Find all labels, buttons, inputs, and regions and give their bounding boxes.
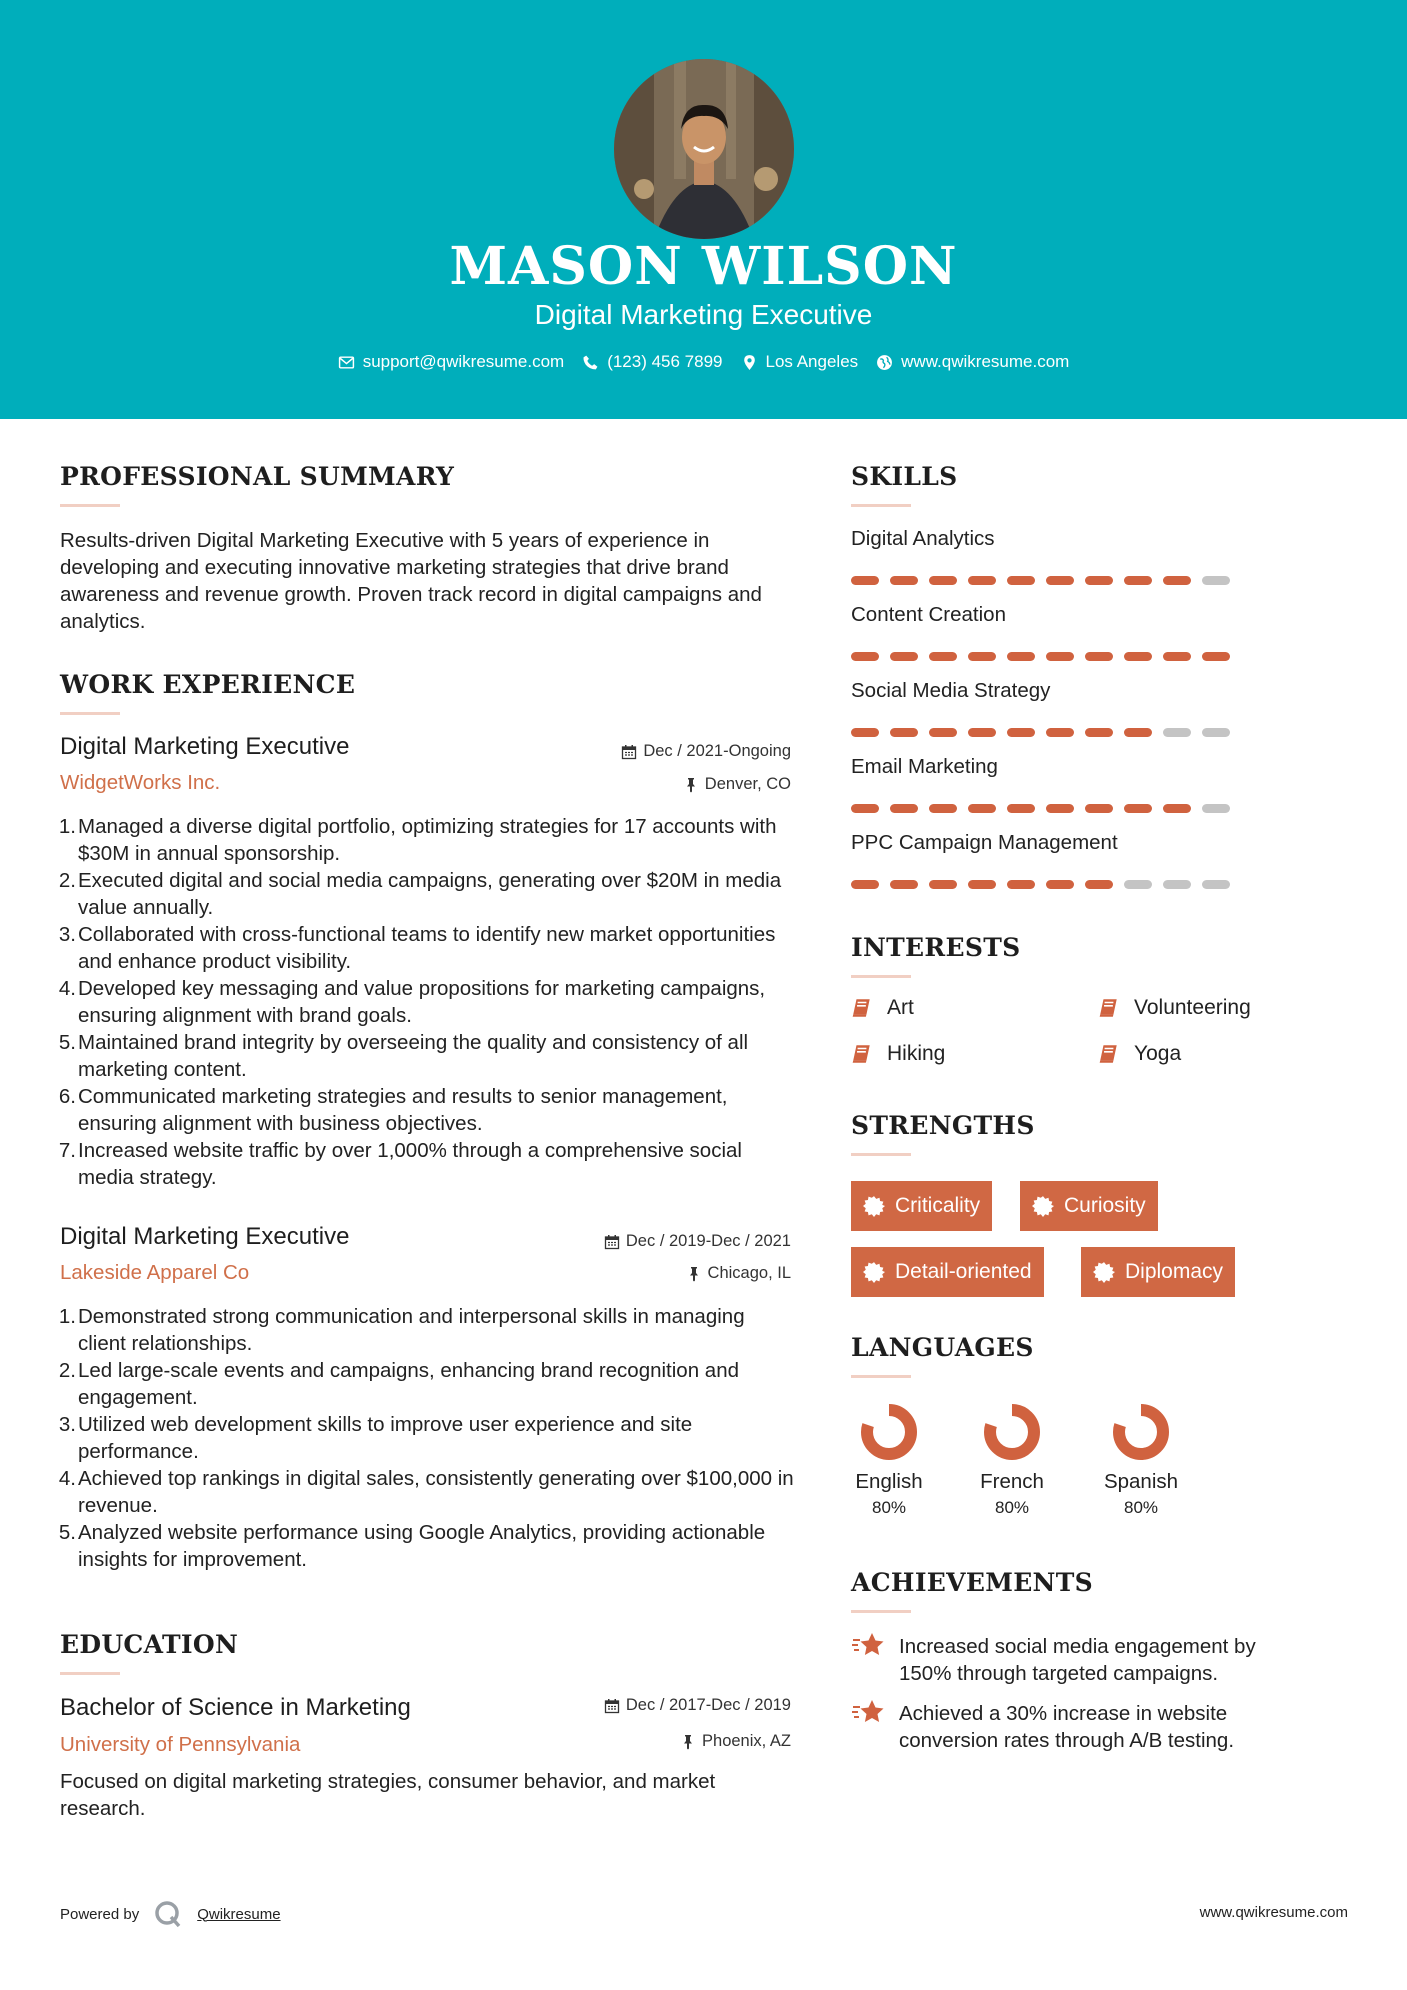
experience-heading: WORK EXPERIENCE (60, 670, 356, 699)
language-progress-ring (859, 1402, 919, 1462)
interest-item: Art (851, 996, 914, 1020)
list-item: 1 . Demonstrated strong communication and interpersonal skills in managing client relationships. (60, 1303, 795, 1357)
list-item: 1 . Managed a diverse digital portfolio, optimizing strategies for 17 accounts with $30M in annual sponsorship. (60, 813, 795, 867)
badge-icon (863, 1195, 885, 1217)
summary-divider (60, 504, 120, 507)
skill-level-dot (890, 576, 918, 585)
skill-level-dot (1163, 728, 1191, 737)
skill-level-dot (1163, 804, 1191, 813)
contact-website-text: www.qwikresume.com (901, 352, 1070, 371)
list-item: 7 . Increased website traffic by over 1,000% through a comprehensive social media strategy. (60, 1137, 795, 1191)
strength-chip: Curiosity (1020, 1181, 1158, 1231)
skill-level-dot (1163, 880, 1191, 889)
achievement-item: Achieved a 30% increase in website conversion rates through A/B testing. (851, 1700, 1311, 1754)
skill-level-dot (968, 880, 996, 889)
skill-level-dot (1124, 880, 1152, 889)
job-location-text: Denver, CO (704, 775, 791, 793)
skill-level-dot (1046, 576, 1074, 585)
job-dates-text: Dec / 2021-Ongoing (643, 742, 791, 760)
strengths-heading: STRENGTHS (851, 1111, 1035, 1140)
education-location-text: Phoenix, AZ (702, 1732, 791, 1750)
contact-location-text: Los Angeles (765, 352, 859, 371)
skill-level-dot (890, 652, 918, 661)
list-item: 4 . Developed key messaging and value propositions for marketing campaigns, ensuring alignment with brand goals. (60, 975, 795, 1029)
skill-level-dot (1163, 576, 1191, 585)
profile-photo (614, 59, 794, 239)
skill-level-dot (1007, 576, 1035, 585)
book-icon (1098, 1043, 1120, 1065)
summary-heading: PROFESSIONAL SUMMARY (60, 462, 455, 491)
envelope-icon (338, 354, 355, 371)
skill-name: Digital Analytics (851, 527, 995, 550)
job-dates (563, 1232, 791, 1251)
skill-level-dot (1046, 880, 1074, 889)
skill-level-dot (968, 728, 996, 737)
language-percent: 80% (1123, 1498, 1159, 1517)
skill-name: PPC Campaign Management (851, 831, 1118, 854)
skill-level-dot (851, 728, 879, 737)
skills-divider (851, 504, 911, 507)
skill-level-dot (890, 804, 918, 813)
contact-phone[interactable] (582, 352, 722, 372)
book-icon (851, 997, 873, 1019)
skill-level-dot (1124, 576, 1152, 585)
job-title: Digital Marketing Executive (60, 1223, 350, 1250)
language-name: English (855, 1470, 923, 1493)
powered-by-label: Powered by (60, 1905, 140, 1923)
language-percent: 80% (994, 1498, 1030, 1517)
degree-title: Bachelor of Science in Marketing (60, 1694, 411, 1721)
contact-bar (0, 352, 1407, 372)
skills-heading: SKILLS (851, 462, 958, 491)
list-item: 5 . Analyzed website performance using Google Analytics, providing actionable insights for improvement. (60, 1519, 795, 1573)
skill-level-dot (968, 652, 996, 661)
skill-name: Email Marketing (851, 755, 998, 778)
skill-level-dot (1007, 880, 1035, 889)
skill-level-dot (1085, 804, 1113, 813)
skill-name: Social Media Strategy (851, 679, 1051, 702)
list-item: 6 . Communicated marketing strategies and results to senior management, ensuring alignment with business objectives. (60, 1083, 795, 1137)
skill-level-dot (929, 880, 957, 889)
skill-name: Content Creation (851, 603, 1006, 626)
skill-level-meter (851, 652, 1230, 661)
skill-level-dot (1046, 652, 1074, 661)
skill-level-dot (1085, 576, 1113, 585)
summary-text: Results-driven Digital Marketing Executive with 5 years of experience in developing and executing innovative marketing strategies that drive brand awareness and revenue growth. Proven track record in digital campaigns and analytics. (60, 529, 762, 633)
education-divider (60, 1672, 120, 1675)
skill-level-meter (851, 880, 1230, 889)
star-icon (851, 1698, 885, 1728)
job-company: WidgetWorks Inc. (60, 771, 221, 794)
pin-icon (686, 1266, 702, 1282)
skill-level-dot (968, 576, 996, 585)
star-icon (851, 1631, 885, 1661)
language-item (962, 1402, 1062, 1518)
skill-level-dot (968, 804, 996, 813)
job-dates (603, 742, 791, 761)
job-responsibilities (60, 813, 795, 1191)
list-item: 5 . Maintained brand integrity by overseeing the quality and consistency of all marketing content. (60, 1029, 795, 1083)
language-item (839, 1402, 939, 1518)
language-name: French (980, 1470, 1044, 1493)
skill-level-dot (1124, 728, 1152, 737)
skill-level-meter (851, 576, 1230, 585)
badge-icon (1093, 1261, 1115, 1283)
contact-email[interactable] (338, 352, 565, 372)
interests-heading: INTERESTS (851, 933, 1021, 962)
strength-chip: Detail-oriented (851, 1247, 1044, 1297)
footer-powered-by (60, 1899, 281, 1929)
resume-header (0, 0, 1407, 419)
list-item: 2 . Executed digital and social media campaigns, generating over $20M in media value annually. (60, 867, 795, 921)
contact-location (741, 352, 859, 372)
skill-level-dot (1202, 576, 1230, 585)
footer-website[interactable]: www.qwikresume.com (1199, 1904, 1348, 1921)
job-location (603, 775, 791, 794)
language-percent: 80% (871, 1498, 907, 1517)
skill-level-dot (1007, 804, 1035, 813)
list-item: 3 . Collaborated with cross-functional teams to identify new market opportunities and enhance product visibility. (60, 921, 795, 975)
skill-level-dot (1124, 652, 1152, 661)
skill-level-dot (890, 880, 918, 889)
pin-icon (683, 777, 699, 793)
education-location (603, 1732, 791, 1751)
skill-level-dot (1007, 652, 1035, 661)
skill-level-dot (851, 576, 879, 585)
contact-email-text: support@qwikresume.com (362, 352, 565, 371)
achievements-divider (851, 1610, 911, 1613)
calendar-icon (604, 1698, 620, 1714)
skill-level-dot (929, 576, 957, 585)
skill-level-dot (1124, 804, 1152, 813)
pin-icon (680, 1734, 696, 1750)
calendar-icon (621, 744, 637, 760)
skill-level-dot (851, 804, 879, 813)
job-responsibilities (60, 1303, 795, 1573)
language-progress-ring (1111, 1402, 1171, 1462)
badge-icon (863, 1261, 885, 1283)
skill-level-dot (929, 652, 957, 661)
skill-level-dot (1202, 804, 1230, 813)
languages-divider (851, 1375, 911, 1378)
language-item (1091, 1402, 1191, 1518)
qwikresume-logo-icon (153, 1899, 183, 1929)
skill-level-dot (1046, 728, 1074, 737)
book-icon (1098, 997, 1120, 1019)
skill-level-dot (1085, 728, 1113, 737)
map-pin-icon (741, 354, 758, 371)
school-name: University of Pennsylvania (60, 1733, 301, 1756)
globe-icon (876, 354, 893, 371)
contact-phone-text: (123) 456 7899 (607, 352, 723, 371)
skill-level-dot (851, 880, 879, 889)
job-company: Lakeside Apparel Co (60, 1261, 250, 1284)
skill-level-dot (1163, 652, 1191, 661)
badge-icon (1032, 1195, 1054, 1217)
book-icon (851, 1043, 873, 1065)
job-location (603, 1264, 791, 1283)
skill-level-dot (1202, 880, 1230, 889)
skill-level-meter (851, 728, 1230, 737)
qwikresume-link[interactable]: Qwikresume (197, 1905, 281, 1923)
list-item: 3 . Utilized web development skills to improve user experience and site performance. (60, 1411, 795, 1465)
language-name: Spanish (1103, 1470, 1179, 1493)
language-progress-ring (982, 1402, 1042, 1462)
skill-level-dot (851, 652, 879, 661)
education-dates (563, 1696, 791, 1715)
education-description: Focused on digital marketing strategies, consumer behavior, and market research. (60, 1770, 716, 1820)
skill-level-dot (1007, 728, 1035, 737)
list-item: 4 . Achieved top rankings in digital sales, consistently generating over $100,000 in revenue. (60, 1465, 795, 1519)
job-location-text: Chicago, IL (707, 1264, 791, 1282)
achievement-item: Increased social media engagement by 150% through targeted campaigns. (851, 1633, 1311, 1687)
calendar-icon (604, 1234, 620, 1250)
skill-level-dot (1085, 652, 1113, 661)
interests-divider (851, 975, 911, 978)
education-heading: EDUCATION (60, 1630, 239, 1659)
education-dates-text: Dec / 2017-Dec / 2019 (625, 1696, 791, 1714)
list-item: 2 . Led large-scale events and campaigns, enhancing brand recognition and engagement. (60, 1357, 795, 1411)
interest-item: Yoga (1098, 1042, 1181, 1066)
experience-divider (60, 712, 120, 715)
phone-icon (582, 354, 599, 371)
job-title: Digital Marketing Executive (60, 733, 350, 760)
interest-item: Hiking (851, 1042, 945, 1066)
languages-heading: LANGUAGES (851, 1333, 1034, 1362)
skill-level-dot (1202, 652, 1230, 661)
skill-level-dot (890, 728, 918, 737)
skill-level-dot (1085, 880, 1113, 889)
skill-level-dot (1202, 728, 1230, 737)
candidate-title: Digital Marketing Executive (534, 299, 873, 330)
skill-level-dot (929, 804, 957, 813)
achievements-heading: ACHIEVEMENTS (851, 1568, 1093, 1597)
strength-chip: Criticality (851, 1181, 992, 1231)
skill-level-meter (851, 804, 1230, 813)
strength-chip: Diplomacy (1081, 1247, 1235, 1297)
job-dates-text: Dec / 2019-Dec / 2021 (625, 1232, 791, 1250)
candidate-name: MASON WILSON (449, 236, 958, 297)
interest-item: Volunteering (1098, 996, 1251, 1020)
skill-level-dot (1046, 804, 1074, 813)
skill-level-dot (929, 728, 957, 737)
contact-website[interactable] (876, 352, 1069, 372)
strengths-divider (851, 1153, 911, 1156)
